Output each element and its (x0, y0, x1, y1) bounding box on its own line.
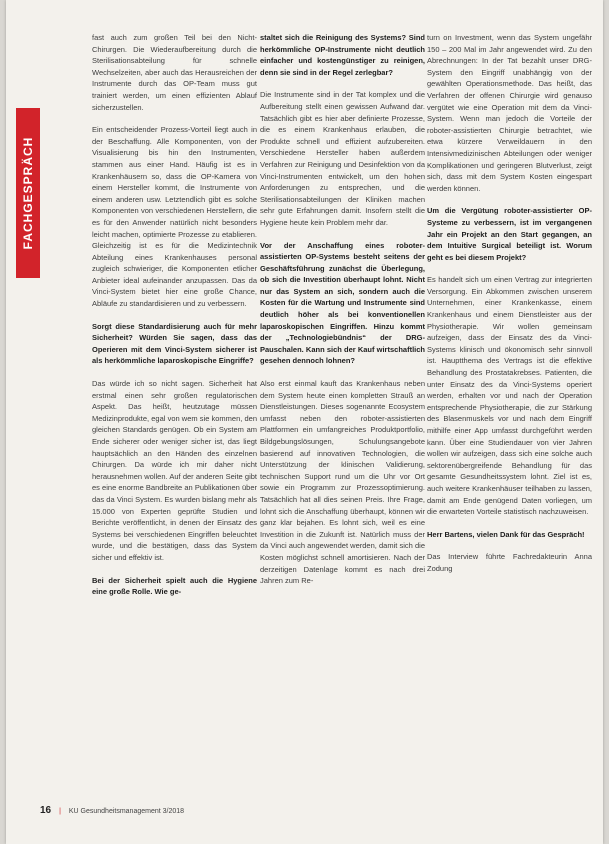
text-column-2 (260, 32, 425, 832)
body-paragraph: Also erst einmal kauft das Krankenhaus neben dem System heute einen kompletten Strauß an Dienstleistungen. Dieses sogenannte Ecosystem umfasst neben den roboter-assistierten Plattformen ein umfangreiches Produktportfolio, Bildgebungslösungen, Schulungsangebote basierend auf innovativen Technologien, die Unterstützung der klinischen Validierung, technischen Support rund um die Uhr vor Ort sowie ein Programm zur Prozessoptimierung. Tatsächlich hat all dies seinen Preis. Ihre Frage, lohnt sich die Anschaffung überhaupt, können wir ganz klar bejahen. Es lohnt sich, weil es eine Investition in die Zukunft ist. Natürlich muss der da Vinci auch angewendet werden, damit sich die Kosten möglichst schnell amortisieren. Nach der derzeitigen Datenlage kommt es nach drei Jahren zum Re- (260, 379, 425, 586)
text-column-3 (427, 32, 592, 832)
body-paragraph: turn on Investment, wenn das System ungefähr 150 – 200 Mal im Jahr angewendet wird. Zu den Abrechnungen: In der Tat bezahlt unser DRG-System den Eingriff unabhängig von der gewählten Operationsmethode. Das heißt, das Verfahren der offenen Chirurgie wird genauso vergütet wie eine Operation mit dem da Vinci-System. Wenn man jedoch die Vorteile der roboter-assistierten Chirurgie betrachtet, wie etwa kürzere Verweildauern in den Intensivmedizinischen Abteilungen oder weniger Komplikationen und geringeren Blutverlust, zeigt sich, dass mit dem System Kosten eingespart werden können. (427, 33, 592, 193)
text-column-1 (92, 32, 257, 832)
interview-question: Um die Vergütung roboter-assistierter OP-Systeme zu verbessern, ist im vergangenen Jahr ein Projekt an den Start gegangen, an dem Intuitive Surgical beteiligt ist. Worum geht es bei diesem Projekt? (427, 206, 592, 262)
publication-name: KU Gesundheitsmanagement 3/2018 (68, 808, 185, 815)
interview-question: Vor der Anschaffung eines roboter-assistierten OP-Systems besteht seitens der Geschäftsführung zunächst die Überlegung, ob sich die Investition überhaupt lohnt. Nicht nur das System an sich, sondern auch die Kosten für die Wartung und Instrumente sind deutlich höher als bei konventionellen laparoskopischen Eingriffen. Hinzu kommt der „Technologiebündnis“ der DRG-Pauschalen. Kann sich der Kauf wirtschaftlich gesehen dennoch lohnen? (260, 240, 425, 366)
body-paragraph: Die Instrumente sind in der Tat komplex und die Aufbereitung stellt einen gewissen Aufwand dar. Tatsächlich gibt es hier aber definierte Prozesse, die es einem Krankenhaus erlauben, die Produkte schnell und effizient aufzubereiten. Verschiedene Hersteller haben außerdem Verfahren zur Reinigung und Desinfektion von da Vinci-Instrumenten entwickelt, um den hohen Anforderungen zu entsprechen, und die Sterilisationsabteilungen der Kliniken machen sehr gute Erfahrungen damit. Insofern stellt die Hygiene heute kein Problem mehr dar. (260, 90, 425, 227)
section-tab (16, 108, 40, 278)
interview-question: staltet sich die Reinigung des Systems? Sind herkömmliche OP-Instrumente nicht deutlich einfacher und kostengünstiger zu reinigen, denn sie sind in der Regel zerlegbar? (260, 33, 425, 77)
interview-question: Herr Bartens, vielen Dank für das Gespräch! (427, 529, 585, 539)
body-paragraph: Das Interview führte Fachredakteurin Anna Zodung (427, 552, 592, 573)
section-tab-label: FACHGESPRÄCH (21, 136, 35, 250)
body-paragraph: Das würde ich so nicht sagen. Sicherheit hat erstmal einen sehr großen regulatorischen Aspekt. Das heißt, heutzutage müssen Medizinprodukte, egal von wem sie kommen, den gleichen Standards genügen. Ob ein System am Ende sicherer oder weniger sicher ist, das liegt hauptsächlich an den Händen des einzelnen Chirurgen. Da würde ich mir daher nicht herausnehmen wollen. Auf der anderen Seite gibt es eine enorme Bandbreite an Publikationen über das da Vinci System. Es wurden bislang mehr als 15.000 von Experten geprüfte Studien und Berichte veröffentlicht, in denen der Einsatz des Systems bei verschiedenen Eingriffen beleuchtet wurde, und die bestätigen, dass das System sicher und effektiv ist. (92, 379, 257, 562)
interview-question: Sorgt diese Standardisierung auch für mehr Sicherheit? Würden Sie sagen, dass das Operieren mit dem Vinci-System sicherer ist als herkömmliche laparoskopische Eingriffe? (92, 321, 257, 366)
page-number: 16 (40, 805, 52, 816)
body-paragraph: fast auch zum großen Teil bei den Nicht-Chirurgen. Die Wiederaufbereitung durch die Sterilisationsabteilung für schnelle Wechselzeiten, aber auch das Herausreichen der Instrumente durch das OP-Team muss gut trainiert werden, um einen effizienten Ablauf sicherzustellen. (92, 33, 257, 112)
footer-separator: | (59, 808, 61, 815)
body-paragraph: Ein entscheidender Prozess-Vorteil liegt auch in der Beschaffung. Alle Komponenten, von der Visualisierung bis hin den Instrumenten, stammen aus einer Hand. Häufig ist es in Krankenhäusern so, dass die OP-Kamera von einem Hersteller kommt, die Instrumente von einem anderen usw. Letztendlich gibt es solche Komponenten von verschiedenen Herstellern, die es für den Anwender natürlich nicht besonders leicht machen, optimierte Prozesse zu etablieren. Gleichzeitig ist es für die Medizintechnik Abteilung eines Krankenhauses personal zugleich schwieriger, die Komponenten etlicher Anbieter ideal aufeinander anzupassen. Das da Vinci-System bietet hier eine große Chance, Abläufe zu standardisieren und zu verbessern. (92, 125, 257, 309)
interview-question: Bei der Sicherheit spielt auch die Hygiene eine große Rolle. Wie ge- (92, 575, 257, 597)
page-footer (40, 805, 184, 816)
magazine-page (6, 0, 603, 844)
body-paragraph: Es handelt sich um einen Vertrag zur integrierten Versorgung. Ein Abkommen zwischen unserem Unternehmen, einer Krankenkasse, einem Krankenhaus und einem Dienstleister aus der Physiotherapie. Wir wollen gemeinsam aufzeigen, dass der Einsatz des da Vinci-Systems klinisch und ökonomisch sehr sinnvoll ist. Hauptthema des Vertrags ist die effektive Behandlung des Prostatakrebses. Patienten, die unter Einsatz des da Vinci-Systems operiert werden, erhalten vor und nach der Operation entsprechende Physiotherapie, die zur Stärkung des Blasenmuskels vor und nach dem Eingriff mithilfe einer App umfasst durchgeführt werden kann. Über eine Studiendauer von vier Jahren wollen wir aufzeigen, dass sich eine solche auch sektorenübergreifende Behandlung für das gesamte Gesundheitssystem lohnt. Ziel ist es, auch weitere Krankenhäuser teilhaben zu lassen, damit am Ende genügend Daten vorliegen, um die erwarteten Vorteile statistisch nachzuweisen. (427, 275, 592, 517)
